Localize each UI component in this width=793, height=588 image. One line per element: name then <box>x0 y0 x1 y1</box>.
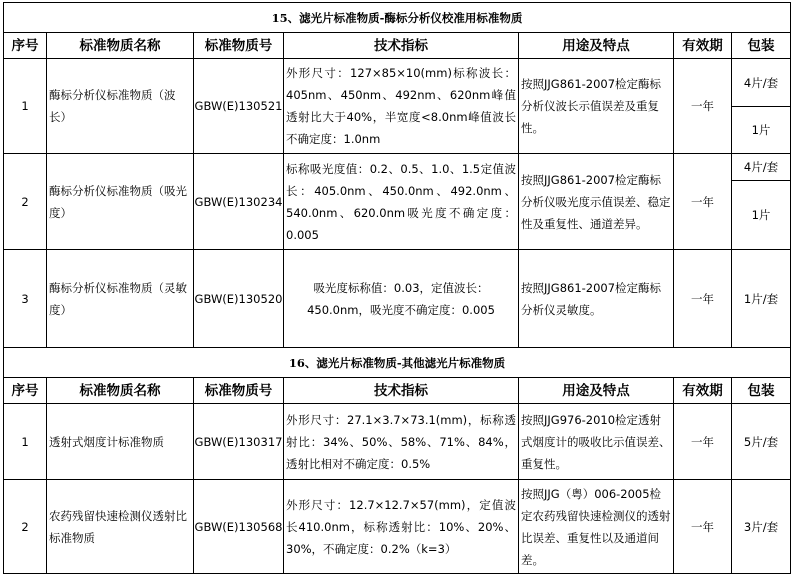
cell-tech: 标称吸光度值：0.2、0.5、1.0、1.5定值波长：405.0nm、450.0nm、492.0nm、540.0nm、620.0nm吸光度不确定度：0.005 <box>284 154 519 250</box>
header-no: 序号 <box>4 378 47 404</box>
cell-no: 2 <box>4 154 47 250</box>
cell-tech: 吸光度标称值：0.03，定值波长：450.0nm，吸光度不确定度：0.005 <box>284 250 519 348</box>
cell-name: 酶标分析仪标准物质（吸光度） <box>47 154 194 250</box>
header-tech: 技术指标 <box>284 378 519 404</box>
standard-materials-table <box>3 2 791 574</box>
cell-validity: 一年 <box>674 250 732 348</box>
header-use: 用途及特点 <box>519 33 674 59</box>
header-use: 用途及特点 <box>519 378 674 404</box>
table-row <box>4 404 791 480</box>
cell-code: GBW(E)130568 <box>194 480 284 574</box>
header-code: 标准物质号 <box>194 378 284 404</box>
section-title: 16、滤光片标准物质-其他滤光片标准物质 <box>4 348 791 378</box>
cell-name: 透射式烟度计标准物质 <box>47 404 194 480</box>
header-code: 标准物质号 <box>194 33 284 59</box>
table-row <box>4 480 791 574</box>
cell-pack: 1片/套 <box>732 250 791 348</box>
cell-tech: 外形尺寸：27.1×3.7×73.1(mm)，标称透射比：34%、50%、58%、71%、84%，透射比相对不确定度：0.5% <box>284 404 519 480</box>
cell-pack: 4片/套 <box>732 59 791 107</box>
cell-use: 按照JJG861-2007检定酶标分析仪波长示值误差及重复性。 <box>519 59 674 154</box>
cell-pack: 4片/套 <box>732 154 791 181</box>
cell-code: GBW(E)130317 <box>194 404 284 480</box>
header-pack: 包装 <box>732 378 791 404</box>
header-row <box>4 378 791 404</box>
cell-name: 酶标分析仪标准物质（灵敏度） <box>47 250 194 348</box>
cell-no: 3 <box>4 250 47 348</box>
cell-validity: 一年 <box>674 404 732 480</box>
header-validity: 有效期 <box>674 33 732 59</box>
header-name: 标准物质名称 <box>47 33 194 59</box>
section-title: 15、滤光片标准物质-酶标分析仪校准用标准物质 <box>4 3 791 33</box>
cell-validity: 一年 <box>674 480 732 574</box>
cell-use: 按照JJG（粤）006-2005检定农药残留快速检测仪的透射比误差、重复性以及通道间差。 <box>519 480 674 574</box>
table-row <box>4 154 791 181</box>
cell-validity: 一年 <box>674 59 732 154</box>
header-name: 标准物质名称 <box>47 378 194 404</box>
header-no: 序号 <box>4 33 47 59</box>
cell-pack: 5片/套 <box>732 404 791 480</box>
cell-name: 农药残留快速检测仪透射比标准物质 <box>47 480 194 574</box>
table-row <box>4 59 791 107</box>
cell-pack: 3片/套 <box>732 480 791 574</box>
header-tech: 技术指标 <box>284 33 519 59</box>
cell-use: 按照JJG861-2007检定酶标分析仪吸光度示值误差、稳定性及重复性、通道差异。 <box>519 154 674 250</box>
header-pack: 包装 <box>732 33 791 59</box>
cell-pack: 1片 <box>732 181 791 250</box>
header-row <box>4 33 791 59</box>
cell-tech: 外形尺寸：12.7×12.7×57(mm)，定值波长410.0nm，标称透射比：10%、20%、30%，不确定度：0.2%（k=3） <box>284 480 519 574</box>
table-row <box>4 250 791 348</box>
cell-validity: 一年 <box>674 154 732 250</box>
cell-code: GBW(E)130520 <box>194 250 284 348</box>
cell-name: 酶标分析仪标准物质（波长） <box>47 59 194 154</box>
cell-pack: 1片 <box>732 107 791 154</box>
header-validity: 有效期 <box>674 378 732 404</box>
cell-tech: 外形尺寸：127×85×10(mm)标称波长：405nm、450nm、492nm、620nm峰值透射比大于40%，半宽度<8.0nm峰值波长不确定度：1.0nm <box>284 59 519 154</box>
cell-no: 1 <box>4 404 47 480</box>
cell-code: GBW(E)130521 <box>194 59 284 154</box>
cell-use: 按照JJG976-2010检定透射式烟度计的吸收比示值误差、重复性。 <box>519 404 674 480</box>
cell-no: 1 <box>4 59 47 154</box>
cell-no: 2 <box>4 480 47 574</box>
cell-use: 按照JJG861-2007检定酶标分析仪灵敏度。 <box>519 250 674 348</box>
cell-code: GBW(E)130234 <box>194 154 284 250</box>
